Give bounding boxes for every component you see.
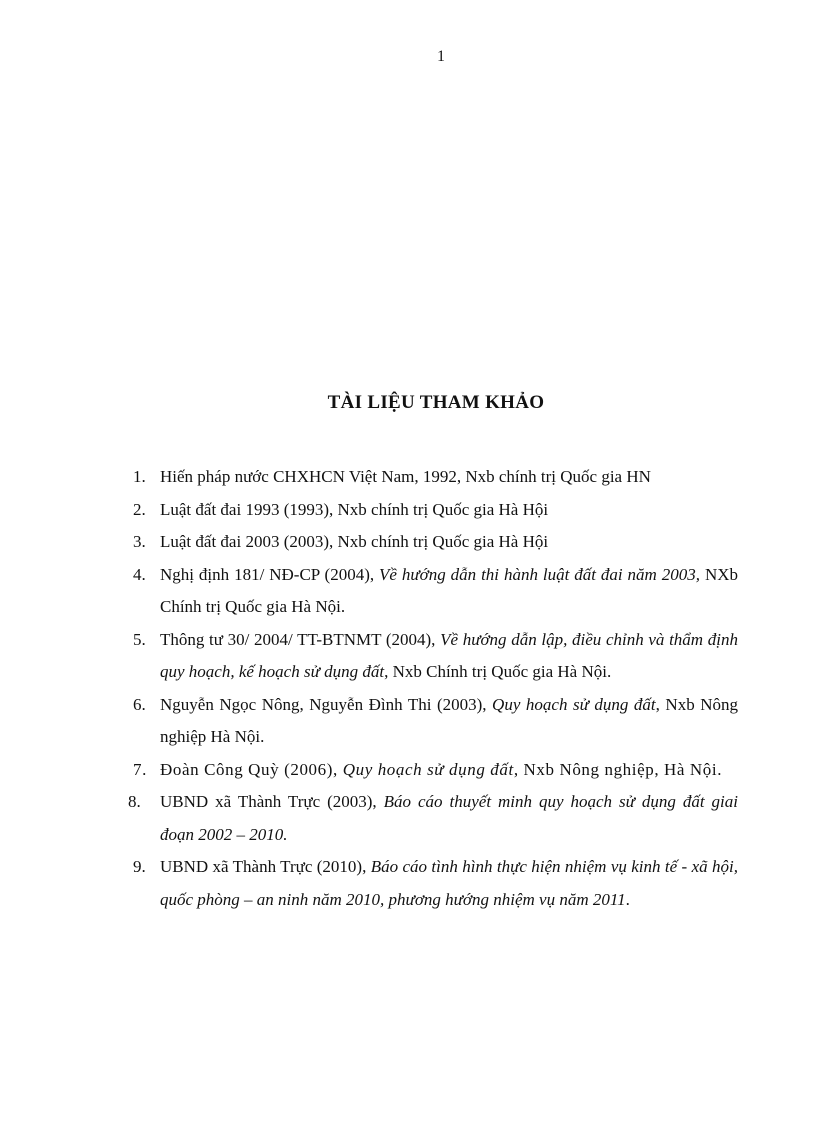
reference-text: UBND xã Thành Trực (2010), xyxy=(160,857,371,876)
reference-number: 4. xyxy=(133,564,146,584)
reference-list xyxy=(128,461,738,916)
reference-title: Báo cáo thuyết minh quy hoạch sử dụng đất giai đoạn 2002 – 2010. xyxy=(160,792,738,844)
reference-item xyxy=(128,526,738,559)
reference-number: 7. xyxy=(133,759,147,779)
reference-title: Về hướng dẫn thi hành luật đất đai năm 2003, xyxy=(379,564,701,584)
reference-item xyxy=(128,851,738,916)
reference-title: Quy hoạch sử dụng đất xyxy=(342,759,514,779)
reference-text: Thông tư 30/ 2004/ TT-BTNMT (2004), xyxy=(160,629,441,649)
reference-item xyxy=(128,494,738,527)
reference-text: Luật đất đai 2003 (2003), Nxb chính trị Quốc gia Hà Hội xyxy=(160,532,549,551)
reference-item xyxy=(128,754,738,787)
reference-text: Nghị định 181/ NĐ-CP (2004), xyxy=(160,564,380,584)
reference-text: Đoàn Công Quỳ (2006), xyxy=(160,759,343,779)
reference-item xyxy=(128,786,738,851)
reference-number: 6. xyxy=(133,694,146,714)
reference-text: Luật đất đai 1993 (1993), Nxb chính trị Quốc gia Hà Hội xyxy=(160,499,549,519)
reference-publisher: , Nxb Nông nghiệp Hà Nội. xyxy=(160,694,738,746)
reference-title: Báo cáo tình hình thực hiện nhiệm vụ kinh tế - xã hội, quốc phòng – an ninh năm 2010, phương hướng nhiệm vụ năm 2011 xyxy=(160,857,739,909)
reference-item xyxy=(128,689,738,754)
reference-publisher: , Nxb Chính trị Quốc gia Hà Nội. xyxy=(384,662,612,681)
reference-number: 5. xyxy=(133,629,146,649)
reference-publisher: , Nxb Nông nghiệp, Hà Nội. xyxy=(513,759,723,779)
reference-item xyxy=(128,624,738,689)
reference-number: 2. xyxy=(133,499,146,519)
reference-number: 1. xyxy=(133,467,146,486)
reference-text: Hiến pháp nước CHXHCN Việt Nam, 1992, Nxb chính trị Quốc gia HN xyxy=(160,467,651,486)
reference-item xyxy=(128,461,738,494)
reference-title: Về hướng dẫn lập, điều chỉnh và thẩm định quy hoạch, kế hoạch sử dụng đất xyxy=(160,629,738,681)
page-title: TÀI LIỆU THAM KHẢO xyxy=(327,392,545,413)
reference-number: 3. xyxy=(133,532,146,551)
reference-item xyxy=(128,559,738,624)
reference-number: 9. xyxy=(133,857,146,876)
reference-number: 8. xyxy=(128,792,141,811)
reference-text: UBND xã Thành Trực (2003), xyxy=(160,792,384,811)
page-number: 1 xyxy=(437,48,445,65)
reference-text: Nguyễn Ngọc Nông, Nguyễn Đình Thi (2003), xyxy=(160,694,493,714)
reference-title: Quy hoạch sử dụng đất xyxy=(492,694,656,714)
reference-publisher: NXb Chính trị Quốc gia Hà Nội. xyxy=(160,564,738,616)
reference-publisher: . xyxy=(625,889,630,909)
